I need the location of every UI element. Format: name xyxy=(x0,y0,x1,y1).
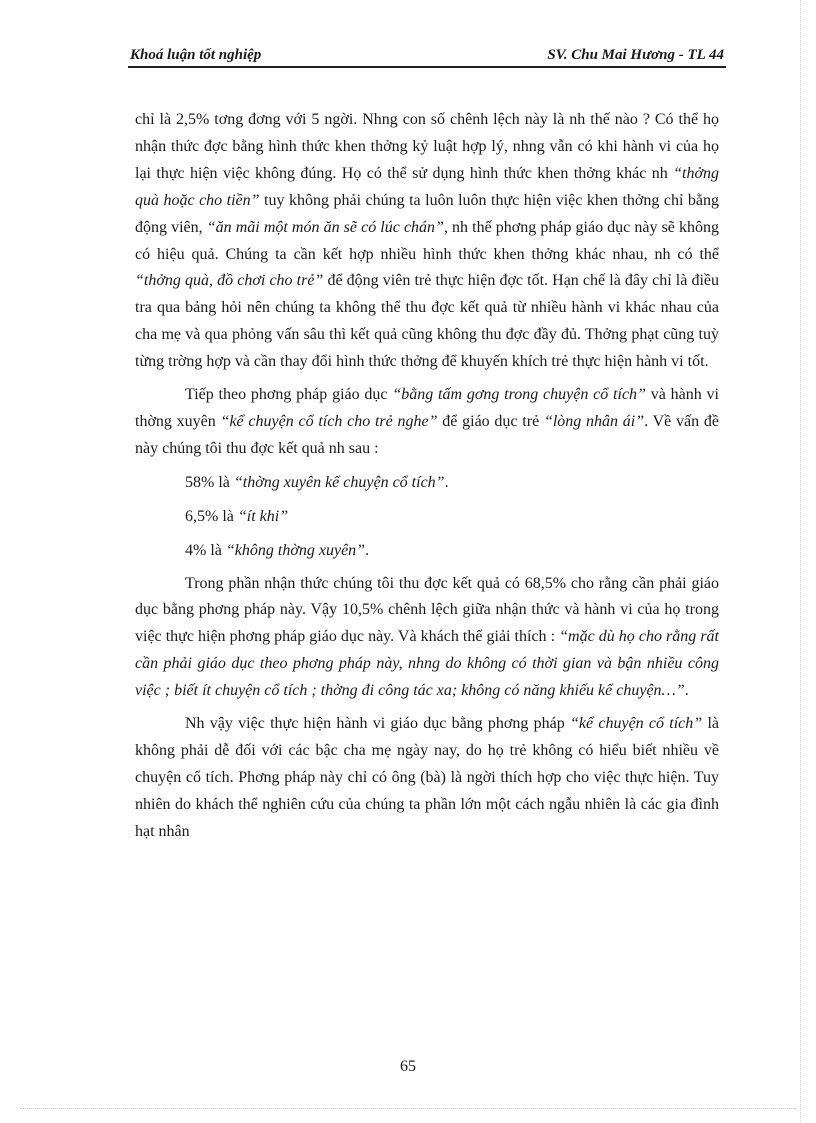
page-header xyxy=(128,44,726,68)
paragraph-1-quote-b: “ăn mãi một món ăn sẽ có lúc chán” xyxy=(206,218,444,236)
paragraph-2-quote-b: “kể chuyện cổ tích cho trẻ nghe” xyxy=(220,412,438,430)
paragraph-4-quote: “kể chuyện cổ tích” xyxy=(570,715,703,733)
result-item xyxy=(135,538,719,565)
paragraph-2-text-c: để giáo dục trẻ xyxy=(437,412,544,430)
result-item xyxy=(135,504,719,531)
paragraph-2-quote-a: “bằng tấm gơng trong chuyện cổ tích” xyxy=(392,386,646,404)
paragraph-1-text-c: , nh thế phơng pháp giáo dục này sẽ không có hiệu quả. Chúng ta cần kết hợp nhiều hình thức khen thởng khác nhau, nh có thể xyxy=(135,218,720,263)
page-number: 65 xyxy=(400,1058,416,1075)
page-right-edge xyxy=(800,0,801,1123)
paragraph-3-text-b: . xyxy=(684,682,689,700)
paragraph-2-quote-c: “lòng nhân ái” xyxy=(543,412,645,430)
result-item-value: 58% là xyxy=(185,473,234,491)
paragraph-1-text-b: tuy không phải chúng ta luôn luôn thực hiện việc khen thởng chỉ bằng động viên, xyxy=(135,191,719,236)
paragraph-2-text-b: và hành vi thờng xuyên xyxy=(135,386,720,430)
header-thesis-title: Khoá luận tốt nghiệp xyxy=(130,47,262,63)
result-item-label: “ít khi” xyxy=(237,507,289,525)
result-item-value: 4% là xyxy=(185,541,226,559)
paragraph-4 xyxy=(135,711,719,846)
result-item-end: . xyxy=(444,473,449,491)
paragraph-1-text-a: chỉ là 2,5% tơng đơng với 5 ngời. Nhng con số chênh lệch này là nh thế nào ? Có thể họ nhận thức đợc bằng hình thức khen thởng kỷ luật hợp lý, nhng vẫn có khi hành vi của họ lại thực hiện việc không đúng. Họ có thể sử dụng hình thức khen thởng khác nh xyxy=(135,111,719,182)
page-body xyxy=(135,107,719,846)
header-author: SV. Chu Mai Hương - TL 44 xyxy=(547,47,724,63)
paragraph-2-text-a: Tiếp theo phơng pháp giáo dục xyxy=(185,386,393,404)
result-item-end: . xyxy=(365,541,370,559)
paragraph-1-quote-c: “thởng quà, đồ chơi cho trẻ” xyxy=(135,272,324,290)
result-item-label: “thờng xuyên kể chuyện cổ tích” xyxy=(233,473,445,491)
result-item xyxy=(135,470,719,497)
page-bottom-divider xyxy=(20,1108,796,1109)
paragraph-4-text-a: Nh vậy việc thực hiện hành vi giáo dục bằng phơng pháp xyxy=(185,715,571,733)
paragraph-1 xyxy=(135,107,719,376)
paragraph-3 xyxy=(135,571,719,706)
result-item-label: “không thờng xuyên” xyxy=(225,541,366,559)
paragraph-3-text-a: Trong phần nhận thức chúng tôi thu đợc kết quả có 68,5% cho rằng cần phải giáo dục bằng phơng pháp này. Vậy 10,5% chênh lệch giữa nhận thức và hành vi của họ trong việc thực hiện phơng pháp giáo dục này. Và khách thể giải thích : xyxy=(135,574,719,646)
paragraph-1-text-d: để động viên trẻ thực hiện đợc tốt. Hạn chế là đây chỉ là điều tra qua bảng hỏi nên chúng ta không thể thu đợc kết quả từ nhiều hành vi khác nhau của cha mẹ và qua phỏng vấn sâu thì kết quả cũng không thu đợc đầy đủ. Thởng phạt cũng tuỳ từng trờng hợp và cần thay đổi hình thức thởng để khuyến khích trẻ thực hiện hành vi tốt. xyxy=(135,272,720,371)
paragraph-4-text-b: là không phải dễ đối với các bậc cha mẹ ngày nay, do họ trẻ không có hiểu biết nhiều về chuyện cổ tích. Phơng pháp này chỉ có ông (bà) là ngời thích hợp cho việc thực hiện. Tuy nhiên do khách thể nghiên cứu của chúng ta phần lớn một cách ngẫu nhiên là các gia đình hạt nhân xyxy=(135,715,719,840)
result-item-value: 6,5% là xyxy=(185,507,238,525)
paragraph-1-quote-a: “thởng quà hoặc cho tiền” xyxy=(135,164,719,209)
paragraph-2-text-d: . Về vấn đề này chúng tôi thu đợc kết quả nh sau : xyxy=(135,412,720,457)
paragraph-2 xyxy=(135,382,719,463)
paragraph-3-quote: “mặc dù họ cho rằng rất cần phải giáo dục theo phơng pháp này, nhng do không có thời gian và bận nhiều công việc ; biết ít chuyện cổ tích ; thờng đi công tác xa; không có năng khiếu kể chuyện…” xyxy=(135,628,719,700)
